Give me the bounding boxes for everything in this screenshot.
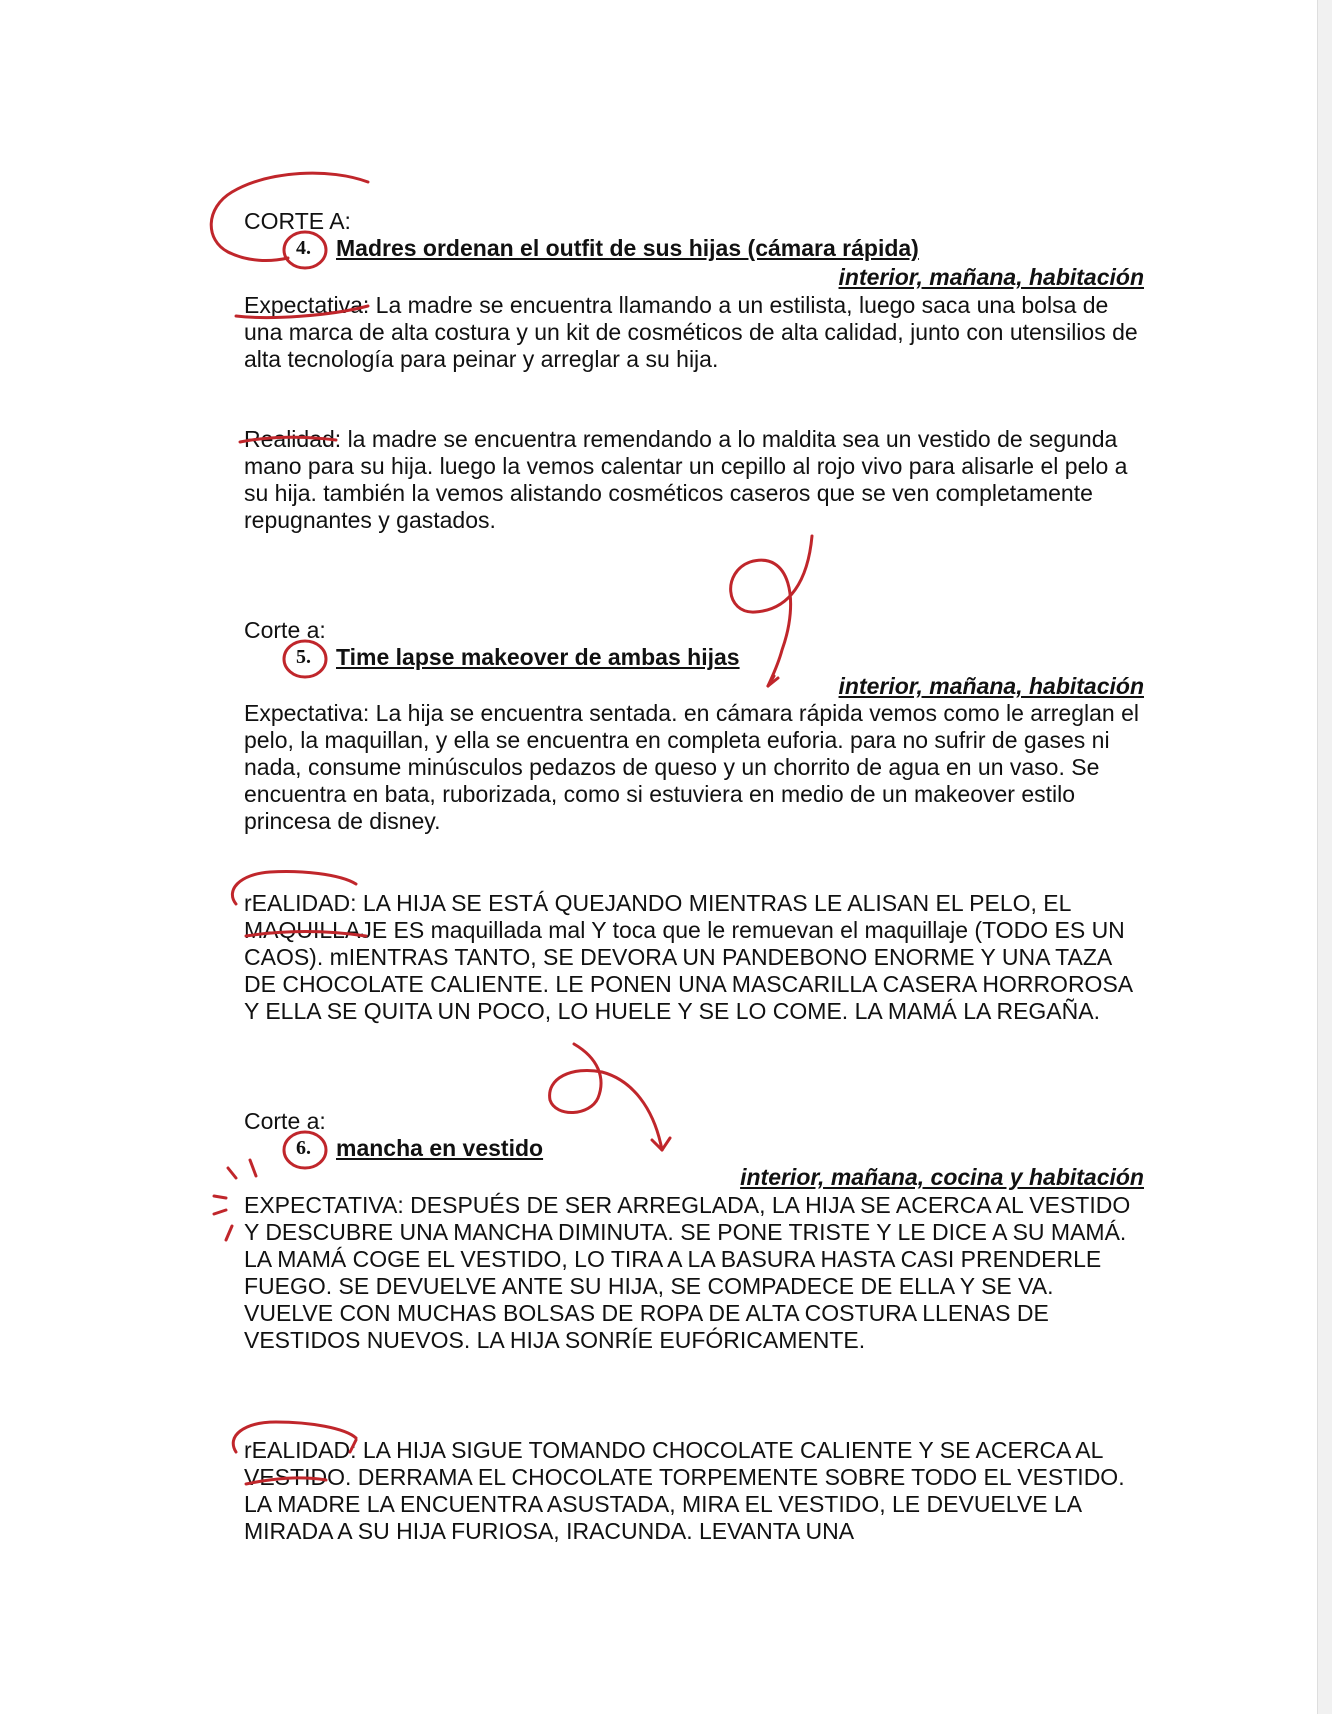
loop-arrow <box>731 536 812 686</box>
expectation-text: : DESPUÉS DE SER ARREGLADA, LA HIJA SE ACERCA AL VESTIDO Y DESCUBRE UNA MANCHA DIMINUTA. SE PONE TRISTE Y LE DICE A SU MAMÁ. LA MAMÁ COGE EL VESTIDO, LO TIRA A LA BASURA HASTA CASI PRENDERLE FUEGO. SE DEVUELVE ANTE SU HIJA, SE COMPADECE DE ELLA Y SE VA. VUELVE CON MUCHAS BOLSAS DE ROPA DE ALTA COSTURA LLENAS DE VESTIDOS NUEVOS. LA HIJA SONRÍE EUFÓRICAMENTE. <box>244 1192 1131 1353</box>
expectation-paragraph <box>244 1192 1144 1354</box>
scene-heading: mancha en vestido <box>336 1135 544 1161</box>
reality-paragraph <box>244 426 1144 534</box>
emphasis-tick <box>228 1168 236 1178</box>
expectation-paragraph <box>244 292 1144 373</box>
emphasis-tick <box>226 1226 232 1240</box>
emphasis-tick <box>250 1160 256 1176</box>
reality-label: rEALIDAD <box>244 1437 351 1463</box>
expectation-paragraph <box>244 700 1144 835</box>
cut-label: CORTE A: <box>244 208 351 234</box>
scene-heading: Madres ordenan el outfit de sus hijas (cámara rápida) <box>336 235 919 261</box>
arrow-head <box>652 1140 662 1150</box>
loop-arrow <box>550 1044 662 1150</box>
reality-label: rEALIDAD <box>244 890 351 916</box>
expectation-label: Expectativa <box>244 292 363 318</box>
expectation-text: : La hija se encuentra sentada. en cámara rápida vemos como le arreglan el pelo, la maquillan, y ella se encuentra en completa euforia. para no sufrir de gases ni nada, consume minúsculos pedazos de queso y un chorrito de agua en un vaso. Se encuentra en bata, ruborizada, como si estuviera en medio de un makeover estilo princesa de disney. <box>244 700 1139 834</box>
scene-number: 6. <box>296 1137 311 1159</box>
page-edge <box>1317 0 1332 1714</box>
scene-number: 5. <box>296 646 311 668</box>
reality-text: : LA HIJA SIGUE TOMANDO CHOCOLATE CALIENTE Y SE ACERCA AL VESTIDO. DERRAMA EL CHOCOLATE TORPEMENTE SOBRE TODO EL VESTIDO. LA MADRE LA ENCUENTRA ASUSTADA, MIRA EL VESTIDO, LE DEVUELVE LA MIRADA A SU HIJA FURIOSA, IRACUNDA. LEVANTA UNA <box>244 1437 1125 1544</box>
reality-paragraph <box>244 1437 1144 1545</box>
expectation-label: Expectativa <box>244 700 363 726</box>
reality-text: : LA HIJA SE ESTÁ QUEJANDO MIENTRAS LE ALISAN EL PELO, EL MAQUILLAJE ES maquillada mal Y toca que le remuevan el maquillaje (TODO ES UN CAOS). mIENTRAS TANTO, SE DEVORA UN PANDEBONO ENORME Y UNA TAZA DE CHOCOLATE CALIENTE. LE PONEN UNA MASCARILLA CASERA HORROROSA Y ELLA SE QUITA UN POCO, LO HUELE Y SE LO COME. LA MAMÁ LA REGAÑA. <box>244 890 1132 1024</box>
cut-label: Corte a: <box>244 1108 326 1134</box>
scene-number: 4. <box>296 237 311 259</box>
scene-slug: interior, mañana, habitación <box>838 264 1144 290</box>
reality-label: Realidad <box>244 426 335 452</box>
expectation-text: : La madre se encuentra llamando a un estilista, luego saca una bolsa de una marca de alta costura y un kit de cosméticos de alta calidad, junto con utensilios de alta tecnología para peinar y arreglar a su hija. <box>244 292 1138 372</box>
scene-slug: interior, mañana, habitación <box>838 673 1144 699</box>
arrow-head <box>662 1138 670 1150</box>
emphasis-tick <box>214 1196 226 1198</box>
expectation-label: EXPECTATIVA <box>244 1192 398 1218</box>
arrow-head <box>768 678 778 686</box>
arrow-head <box>768 676 774 686</box>
reality-paragraph <box>244 890 1144 1025</box>
cut-label: Corte a: <box>244 617 326 643</box>
emphasis-tick <box>214 1210 226 1214</box>
reality-text: : la madre se encuentra remendando a lo maldita sea un vestido de segunda mano para su hija. luego la vemos calentar un cepillo al rojo vivo para alisarle el pelo a su hija. también la vemos alistando cosméticos caseros que se ven completamente repugnantes y gastados. <box>244 426 1128 533</box>
scene-heading: Time lapse makeover de ambas hijas <box>336 644 740 670</box>
scene-slug: interior, mañana, cocina y habitación <box>740 1164 1144 1190</box>
